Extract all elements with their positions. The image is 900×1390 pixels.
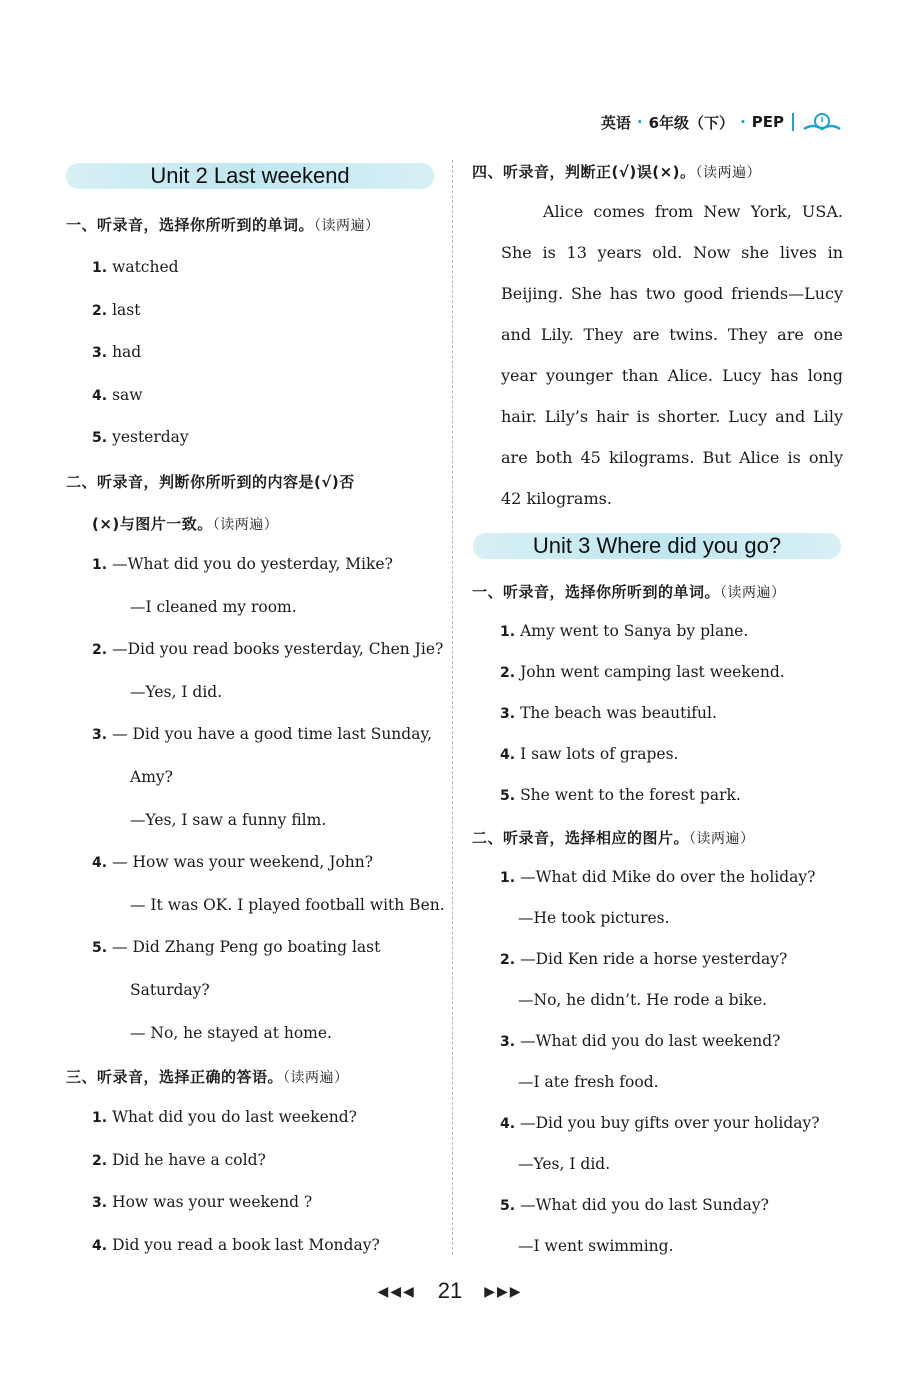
item-text: —What did you do yesterday, Mike? [112,555,393,573]
item-number: 3. [92,1195,108,1212]
list-item [130,683,222,701]
unit2-title: Unit 2 Last weekend [66,163,434,189]
item-number: 4. [92,387,108,404]
item-text: She went to the forest park. [520,786,741,804]
item-number: 1. [92,260,108,276]
page-header [601,108,842,136]
list-item [92,1236,380,1254]
item-text: —Yes, I saw a funny film. [130,810,327,829]
item-text: —Did you buy gifts over your holiday? [520,1114,820,1132]
item-text: —What did you do last weekend? [520,1032,781,1050]
item-text: last [112,300,141,319]
item-number: 3. [500,706,516,722]
unit2-section2-title: 二、听录音，判断你所听到的内容是(√)否 [66,473,355,491]
grade-label: 6年级（下） [648,113,735,132]
list-item [500,745,678,763]
item-number: 5. [500,788,516,804]
list-item [500,1114,820,1132]
item-number: 2. [92,1152,108,1169]
list-item [518,991,767,1009]
list-item [92,640,443,658]
list-item [500,950,787,968]
list-item [518,1237,674,1255]
unit2-banner-wrap [66,163,434,189]
item-text: —Did Ken ride a horse yesterday? [520,950,788,968]
item-text: —I ate fresh food. [518,1073,659,1091]
item-text: John went camping last weekend. [520,663,785,681]
list-item [130,896,445,914]
item-text: Did you read a book last Monday? [112,1235,380,1254]
item-number: 1. [92,557,108,573]
unit3-section1-title: 一、听录音，选择你所听到的单词。（读两遍） [472,583,786,601]
list-item [500,786,741,804]
list-item [500,868,815,886]
list-item [92,343,141,361]
item-number: 5. [500,1198,516,1214]
list-item [500,1196,769,1214]
item-text: — How was your weekend, John? [112,853,374,872]
item-text: —I went swimming. [518,1237,674,1255]
item-text: Did he have a cold? [112,1150,266,1169]
item-number: 3. [92,727,108,744]
item-text: — Did you have a good time last Sunday, [112,725,433,744]
next-arrows-icon: ▶▶▶ [484,1282,523,1299]
item-number: 2. [92,302,108,319]
item-text: — It was OK. I played football with Ben. [130,895,445,914]
list-item [92,555,393,573]
item-text: —What did Mike do over the holiday? [520,868,816,886]
prev-arrows-icon: ◀◀◀ [377,1282,416,1299]
unit3-banner-wrap [473,533,841,559]
item-text: Saturday? [130,981,210,999]
item-number: 2. [500,665,516,681]
unit2-section4-title: 四、听录音，判断正(√)误(×)。（读两遍） [472,163,761,181]
item-text: —Yes, I did. [518,1155,611,1173]
item-number: 1. [500,624,516,640]
list-item [500,1032,780,1050]
separator-dot: · [740,113,746,131]
list-item [500,622,748,640]
separator-dot: · [636,113,643,131]
list-item [518,1155,610,1173]
unit2-section2-title-cont: (×)与图片一致。（读两遍） [92,515,279,533]
item-text: watched [112,258,179,276]
unit3-title: Unit 3 Where did you go? [473,533,841,559]
reading-passage: Alice comes from New York, USA. She is 13 years old. Now she lives in Beijing. She has two good friends—Lucy and Lily. They are twins. They are one year younger than Alice. Lucy has long hair. Lily’s hair is shorter. Lucy and Lily are both 45 kilograms. But Alice is only 42 kilograms. [501,202,843,508]
item-number: 4. [92,855,108,872]
list-item [500,704,717,722]
header-bar [792,113,794,131]
item-text: —Yes, I did. [130,682,223,701]
item-text: How was your weekend ? [112,1193,313,1212]
item-text: What did you do last weekend? [112,1108,357,1126]
list-item [500,663,785,681]
subject-label: 英语 [600,113,631,132]
list-item [518,909,670,927]
list-item [130,811,326,829]
list-item [92,301,140,319]
list-item [92,428,189,446]
item-text: —No, he didn’t. He rode a bike. [518,991,768,1009]
item-text: I saw lots of grapes. [520,745,679,763]
item-text: had [112,343,142,362]
list-item [92,386,143,404]
list-item [518,1073,659,1091]
item-text: —What did you do last Sunday? [520,1196,769,1214]
list-item [130,981,210,999]
item-number: 2. [92,642,108,659]
item-number: 1. [500,870,516,886]
list-item [130,598,297,616]
item-text: Amy went to Sanya by plane. [520,622,749,640]
list-item [92,725,432,743]
page-footer [0,1278,900,1304]
item-text: —I cleaned my room. [130,597,297,616]
item-text: — Did Zhang Peng go boating last [112,938,381,957]
item-text: The beach was beautiful. [520,704,717,722]
column-divider [452,160,453,1255]
item-text: —Did you read books yesterday, Chen Jie? [112,640,444,659]
list-item [92,938,380,956]
item-number: 4. [500,1116,516,1132]
item-number: 3. [92,345,108,362]
item-number: 5. [92,430,108,447]
item-text: — No, he stayed at home. [130,1023,332,1042]
book-logo-icon [802,111,842,133]
item-text: Amy? [130,768,173,786]
page-number: 21 [437,1278,463,1303]
unit2-section1-title: 一、听录音，选择你所听到的单词。（读两遍） [66,216,380,234]
item-number: 2. [500,952,516,968]
item-number: 3. [500,1034,516,1050]
list-item [92,1108,357,1126]
list-item [92,853,373,871]
unit3-section2-title: 二、听录音，选择相应的图片。（读两遍） [472,829,755,847]
list-item [92,1193,312,1211]
unit2-section3-title: 三、听录音，选择正确的答语。（读两遍） [66,1068,349,1086]
item-number: 4. [92,1237,108,1254]
item-text: —He took pictures. [518,909,670,927]
list-item [92,258,179,276]
item-number: 4. [500,747,516,763]
list-item [130,1024,332,1042]
item-number: 5. [92,940,108,957]
list-item [130,768,173,786]
list-item [92,1151,266,1169]
item-text: yesterday [112,428,189,447]
edition-label: PEP [751,113,784,131]
item-number: 1. [92,1110,108,1126]
item-text: saw [112,385,143,404]
